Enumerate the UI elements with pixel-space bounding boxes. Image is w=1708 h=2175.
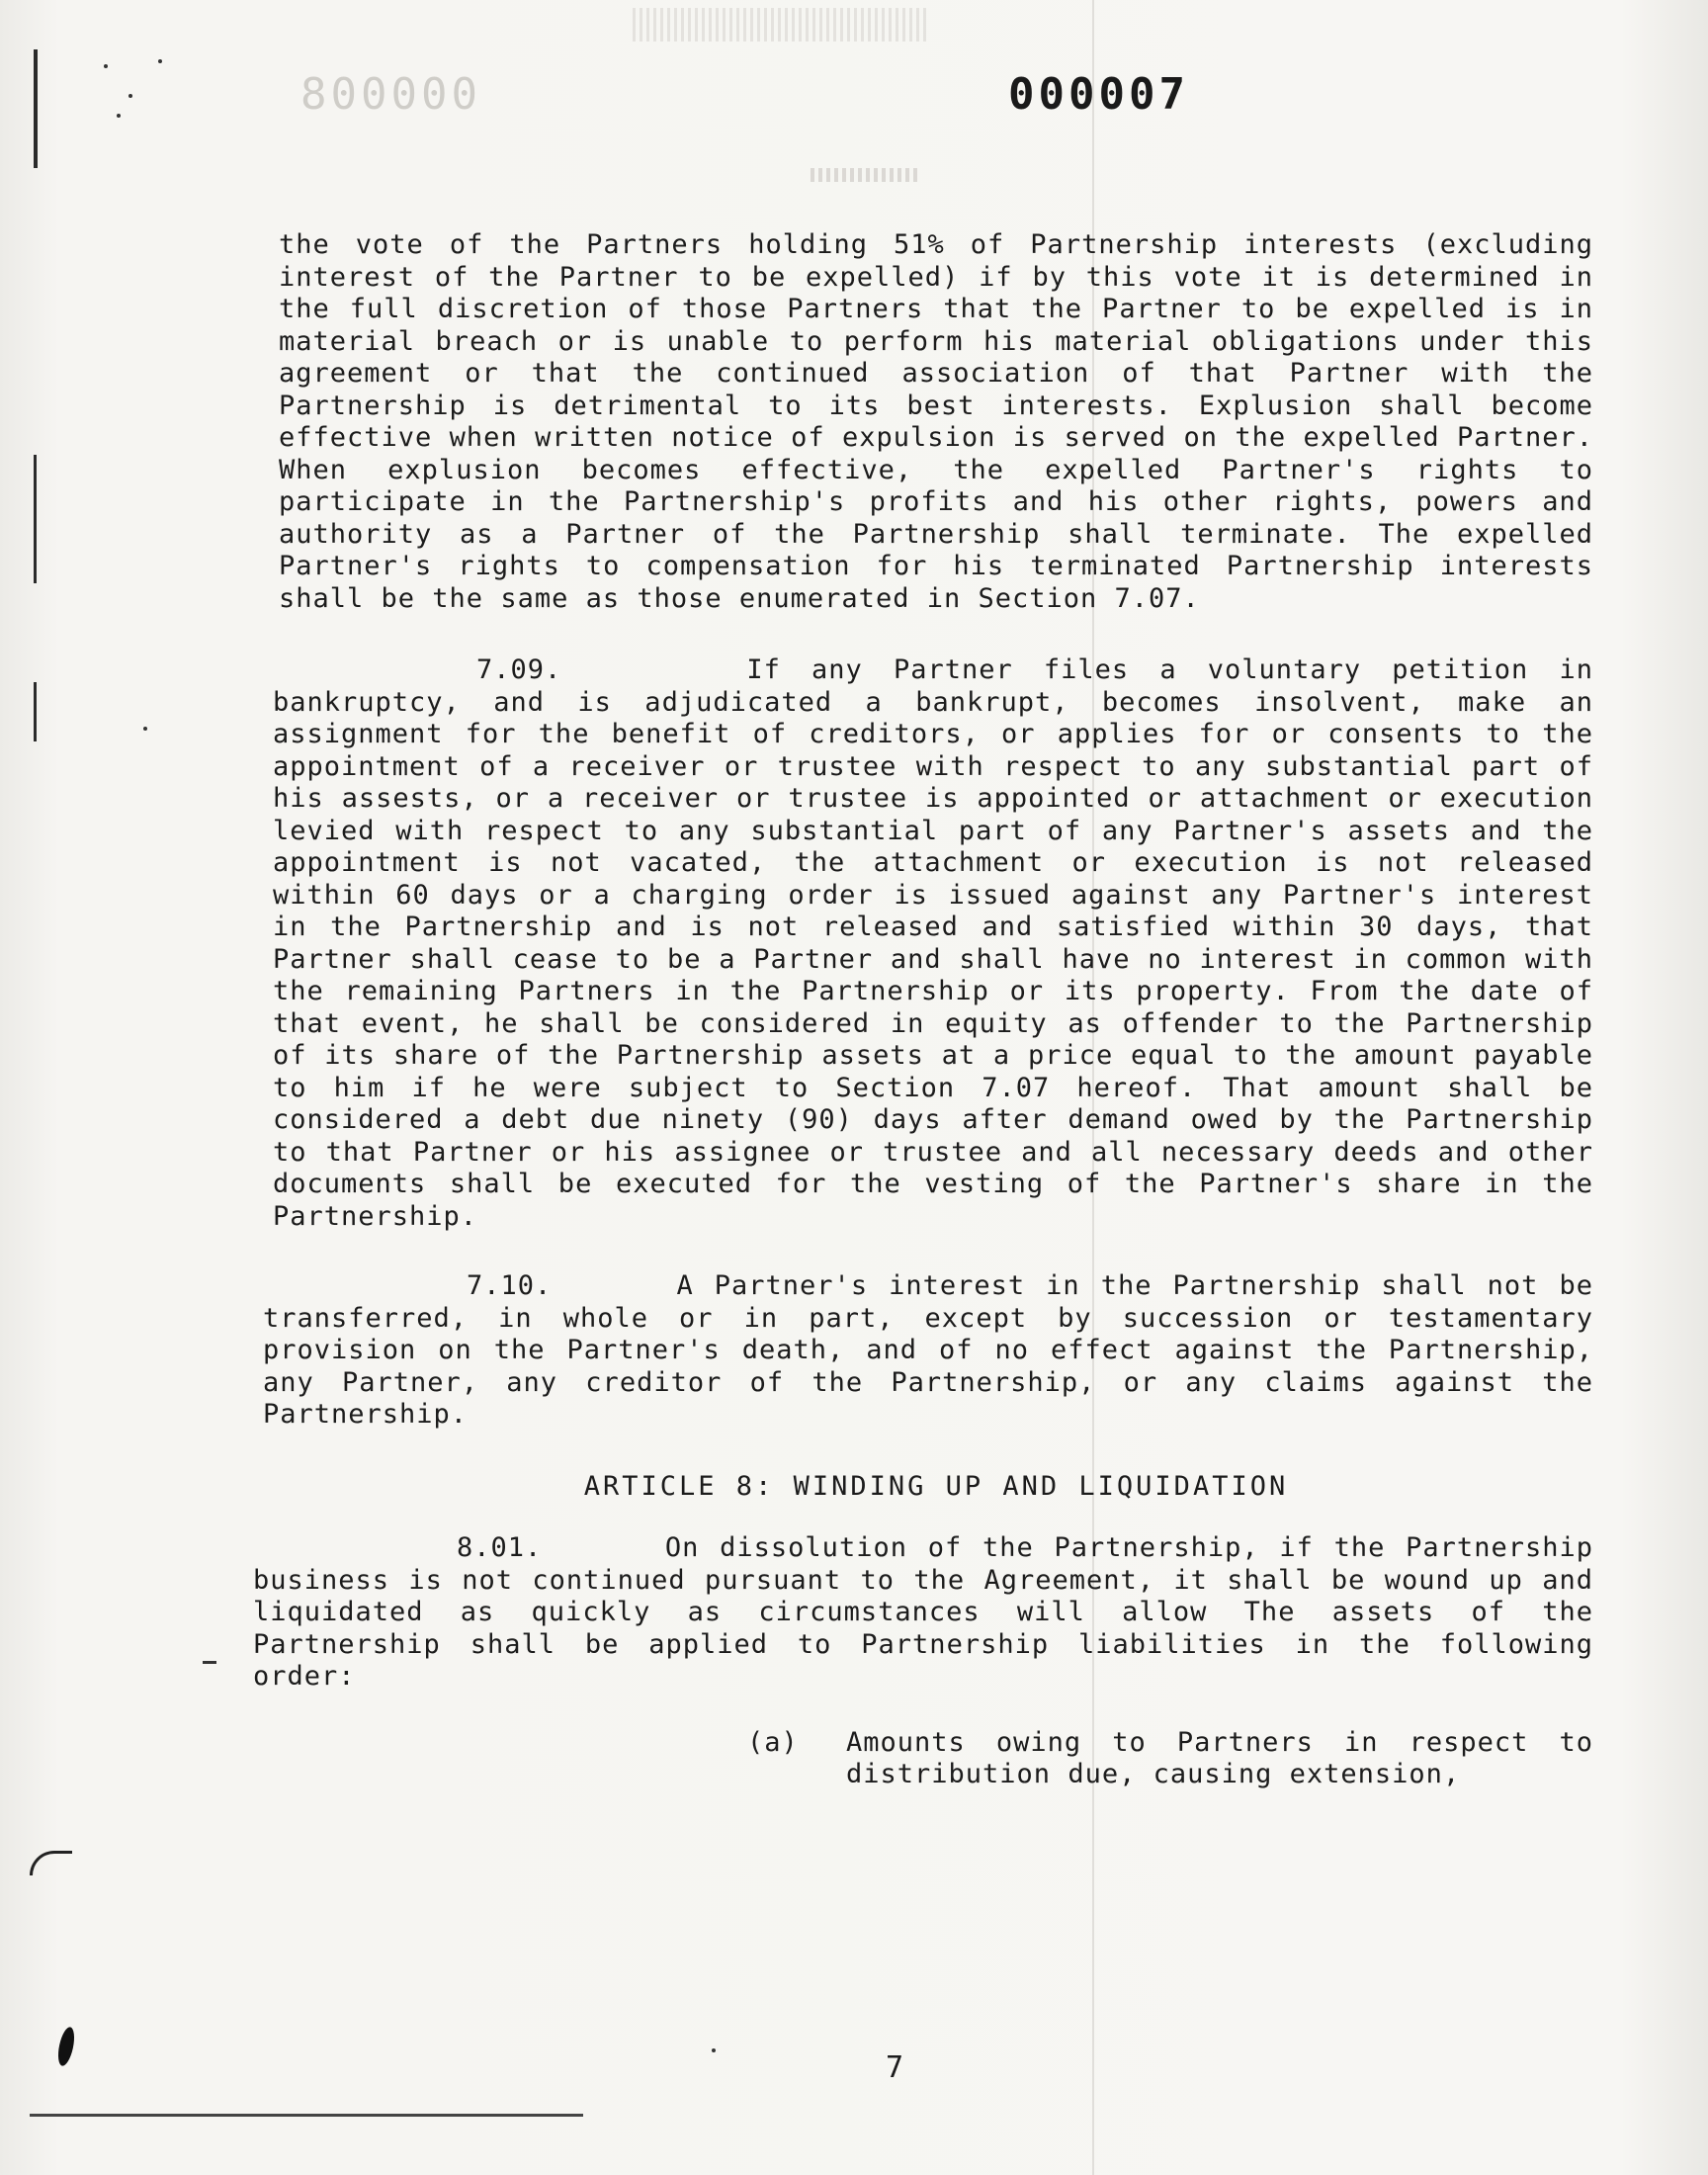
scan-artifact	[30, 1851, 72, 1875]
scan-speck	[128, 94, 132, 98]
section-text: On dissolution of the Partnership, if the Partnership business is not continued pursuant to the Agreement, it shall be wound up and liquidated as quickly as circumstances will allow The assets of the Partnership shall be applied to Partnership liabilities in the following order:	[253, 1532, 1593, 1692]
scan-speck	[712, 2048, 716, 2052]
section-number: 7.10.	[467, 1270, 553, 1301]
scan-margin-mark	[34, 682, 37, 741]
ghost-bates-number: 000008	[297, 69, 477, 120]
section-text: A Partner's interest in the Partnership shall not be transferred, in whole or in part, except by succession or testamentary provision on the Partner's death, and of no effect against the Partnership, any Partner, any creditor of the Partnership, or any claims against the Partnership.	[263, 1270, 1593, 1430]
list-item-text: Amounts owing to Partners in respect to distribution due, causing extension,	[846, 1726, 1593, 1789]
document-body	[253, 229, 1593, 1791]
bleed-through-mark	[633, 8, 929, 42]
scan-speck	[143, 727, 147, 731]
section-text: If any Partner files a voluntary petition in bankruptcy, and is adjudicated a bankrupt, becomes insolvent, make an assignment for the benefit of creditors, or applies for or consents to the appointment of a receiver or trustee with respect to any substantial part of his assests, or a receiver or trustee is appointed or attachment or execution levied with respect to any substantial part of any Partner's assets and the appointment is not vacated, the attachment or execution is not released within 60 days or a charging order is issued against any Partner's interest in the Partnership and is not released and satisfied within 30 days, that Partner shall cease to be a Partner and shall have no interest in common with the remaining Partners in the Partnership or its property. From the date of that event, he shall be considered in equity as offender to the Partnership of its share of the Partnership assets at a price equal to the amount payable to him if he were subject to Section 7.07 hereof. That amount shall be considered a debt due ninety (90) days after demand owed by the Partnership to that Partner or his assignee or trustee and all necessary deeds and other documents shall be executed for the vesting of the Partner's share in the Partnership.	[273, 654, 1593, 1232]
list-item-a	[747, 1727, 1593, 1791]
page-number: 7	[886, 2050, 904, 2085]
scan-speck	[104, 64, 108, 68]
bates-number: 000007	[1008, 69, 1189, 120]
scan-margin-mark	[34, 49, 38, 168]
article-8-heading: ARTICLE 8: WINDING UP AND LIQUIDATION	[583, 1470, 1289, 1502]
expulsion-paragraph: the vote of the Partners holding 51% of Partnership interests (excluding interest of the Partner to be expelled) if by this vote it is determined in the full discretion of those Partners that the Partner to be expelled is in material breach or is unable to perform his material obligations under this agreement or that the continued association of that Partner with the Partnership is detrimental to its best interests. Explusion shall become effective when written notice of expulsion is served on the expelled Partner. When explusion becomes effective, the expelled Partner's rights to participate in the Partnership's profits and his other rights, powers and authority as a Partner of the Partnership shall terminate. The expelled Partner's rights to compensation for his terminated Partnership interests shall be the same as those enumerated in Section 7.07.	[279, 229, 1593, 614]
ink-blot	[55, 2026, 77, 2067]
scan-bottom-line	[30, 2114, 583, 2117]
scan-speck	[158, 59, 162, 63]
list-item-label: (a)	[747, 1726, 799, 1758]
scan-speck	[117, 114, 121, 118]
section-number: 7.09.	[476, 654, 562, 685]
section-7-10	[263, 1270, 1593, 1432]
section-7-09	[273, 654, 1593, 1233]
scan-margin-mark	[34, 455, 37, 583]
section-number: 8.01.	[457, 1532, 543, 1563]
scan-speck	[203, 1661, 216, 1664]
bleed-through-mark	[811, 168, 919, 182]
section-8-01	[253, 1532, 1593, 1694]
